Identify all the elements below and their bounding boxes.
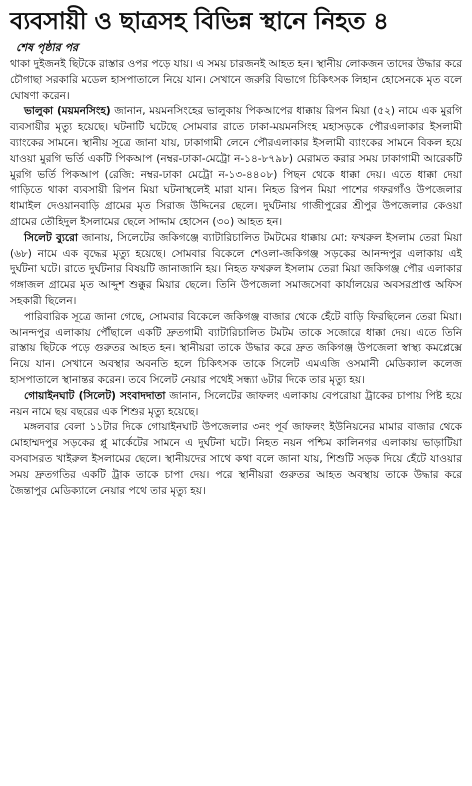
paragraph-sylhet bbox=[10, 231, 462, 310]
headline: ব্যবসায়ী ও ছাত্রসহ বিভিন্ন স্থানে নিহত ৪ bbox=[10, 6, 389, 35]
paragraph-family-source: পারিবারিক সূত্রে জানা গেছে, সোমবার বিকেলে জকিগঞ্জ বাজার থেকে হেঁটে বাড়ি ফিরছিলেন তেরা মিয়া। আনন্দপুর এলাকায় পৌঁছালে একটি দ্রুতগামী ব্যাটারিচালিত টমটম তাকে সজোরে ধাক্কা দেয়। এতে তিনি রাস্তায় ছিটকে পড়ে গুরুতর আহত হন। স্থানীয়রা তাকে উদ্ধার করে দ্রুত জকিগঞ্জ উপজেলা স্বাস্থ্য কমপ্লেক্সে নিয়ে যান। সেখানে অবস্থার অবনতি হলে চিকিৎসক তাকে সিলেট এমএজি ওসমানী মেডিক্যাল কলেজ হাসপাতালে স্থানান্তর করেন। তবে সিলেট নেয়ার পথেই সন্ধ্যা ৬টার দিকে তার মৃত্যু হয়। bbox=[10, 310, 462, 386]
paragraph-jaflong: মঙ্গলবার বেলা ১১টার দিকে গোয়াইনঘাট উপজেলার ৩নং পূর্ব জাফলং ইউনিয়নের মামার বাজার থেকে মোহাম্মদপুর সড়কের প্লু মার্কেটের সামনে এ দুর্ঘটনা ঘটে। নিহত নয়ন পশ্চিম কালিনগর এলাকায় ভাড়াটিয়া বসবাসরত খাইরুল ইসলামের ছেলে। স্থানীয়দের সাথে কথা বলে জানা যায়, শিশুটি সড়ক দিয়ে হেঁটে যাওয়ার সময় দ্রুতগতির একটি ট্রাক তাকে চাপা দেয়। পরে স্থানীয়রা গুরুতর আহত অবস্থায় তাকে উদ্ধার করে জৈন্তাপুর মেডিক্যালে নেয়ার পথে তার মৃত্যু হয়। bbox=[10, 421, 462, 497]
dateline-sylhet: সিলেট ব্যুরো bbox=[24, 231, 78, 244]
continued-from-label: শেষ পৃষ্ঠার পর bbox=[16, 41, 79, 54]
paragraph-sylhet-text: জানায়, সিলেটের জকিগঞ্জে ব্যাটারিচালিত টমটমের ধাক্কায় মো: ফখরুল ইসলাম তেরা মিয়া (৬৮) নামে এক বৃদ্ধের মৃত্যু হয়েছে। সোমবার বিকেলে শেওলা-জকিগঞ্জ সড়কের আনন্দপুর এলাকায় এই দুর্ঘটনা ঘটে। রাতে দুর্ঘটনার বিষয়টি জানাজানি হয়। নিহত ফখরুল ইসলাম তেরা মিয়া জকিগঞ্জ পৌর এলাকার গঙ্গাজল গ্রামের মৃত আব্দুশ শুক্কুর মিয়ার ছেলে। তিনি উপজেলা সমাজসেবা কার্যালয়ের অবসরপ্রাপ্ত অফিস সহকারী ছিলেন। bbox=[10, 231, 462, 307]
dateline-bhaluka: ভালুকা (ময়মনসিংহ) bbox=[24, 105, 111, 118]
paragraph-bhaluka bbox=[10, 104, 462, 230]
dateline-gowainghat: গোয়াইনঘাট (সিলেট) সংবাদদাতা bbox=[24, 389, 166, 402]
paragraph-gowainghat bbox=[10, 389, 462, 421]
paragraph-chougachha: থাকা দুইজনই ছিটকে রাস্তার ওপর পড়ে যায়। এ সময় চারজনই আহত হন। স্থানীয় লোকজন তাদের উদ্ধার করে চৌগাছা সরকারি মডেল হাসপাতালে নিয়ে যান। সেখানে জরুরি বিভাগে চিকিৎসক লিহান হোসেনকে মৃত বলে ঘোষণা করেন। bbox=[10, 58, 462, 102]
paragraph-gowainghat-text: জানান, সিলেটের জাফলং এলাকায় বেপরোয়া ট্রাকের চাপায় পিষ্ট হয়ে নয়ন নামে ছয় বছরের এক শিশুর মৃত্যু হয়েছে। bbox=[10, 389, 462, 418]
paragraph-bhaluka-text: জানান, ময়মনসিংহের ভালুকায় পিকআপের ধাক্কায় রিপন মিয়া (৫২) নামে এক মুরগি ব্যবসায়ীর মৃত্যু হয়েছে। ঘটনাটি ঘটেছে সোমবার রাতে ঢাকা-ময়মনসিংহ মহাসড়কে পৌরএলাকার ইসলামী ব্যাংকের সামনে। স্থানীয় সূত্রে জানা যায়, ঢাকাগামী লেনে পৌরএলাকার ইসলামী ব্যাংকের সামনে বিকল হয়ে যাওয়া মুরগি ভর্তি একটি পিকআপ (নম্বর-ঢাকা-মেট্রো ন-১৪-৮৭৯৮) মেরামত করার সময় ঢাকাগামী আরেকটি মুরগি ভর্তি পিকআপ (রেজি: নম্বর-ঢাকা মেট্রো ন-১৩-৪৪০৮) পিছন থেকে ধাক্কা দেয়। এতে ধাক্কা দেয়া গাড়িতে থাকা ব্যবসায়ী রিপন মিয়া ঘটনাস্থলেই মারা যান। নিহত রিপন মিয়া পাশের গফরগাঁও উপজেলার ধামাইল দেওয়ানবাড়ি গ্রামের মৃত সিরাজ উদ্দিনের ছেলে। দুর্ঘটনায় গাজীপুরের শ্রীপুর উপজেলার কেওয়া গ্রামের তৌহিদুল ইসলামের ছেলে সাদ্দাম হোসেন (৩০) আহত হন। bbox=[10, 105, 462, 228]
